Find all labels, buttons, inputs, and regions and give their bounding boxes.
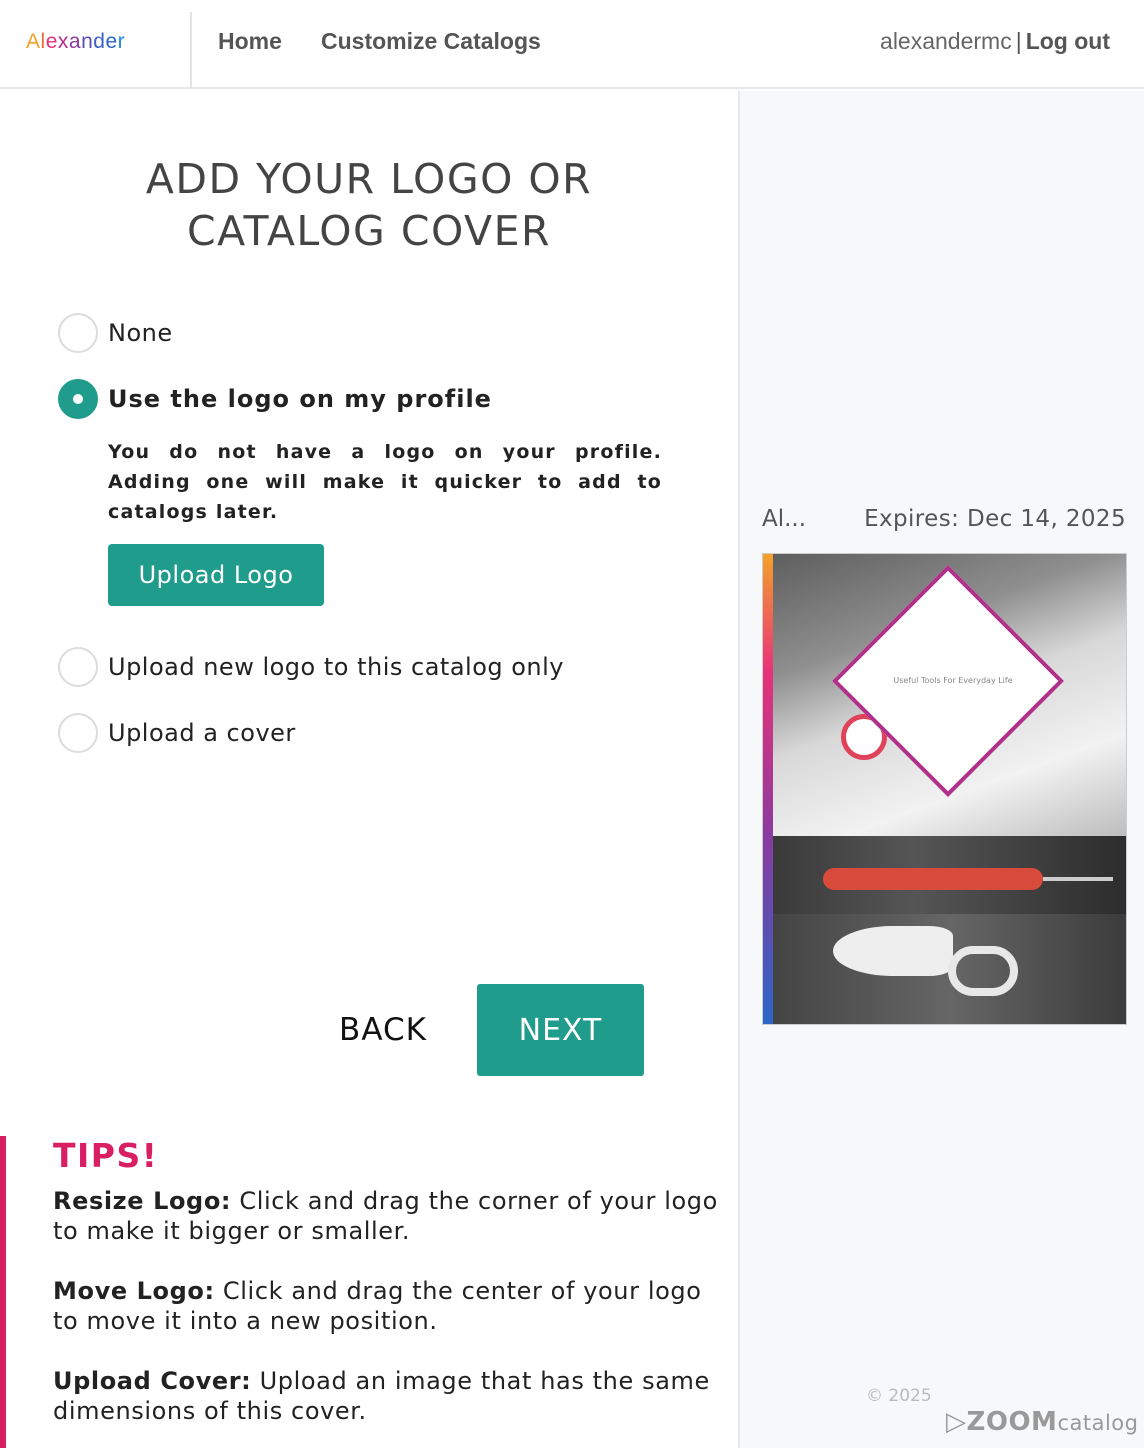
username: alexandermc xyxy=(880,28,1012,54)
cover-tagline: Useful Tools For Everyday Life xyxy=(893,676,1013,685)
option-upload-new-logo[interactable] xyxy=(58,647,564,687)
screwdriver-tip-icon xyxy=(1043,877,1113,881)
tips-box xyxy=(0,1136,738,1448)
tip-upload-cover xyxy=(53,1366,723,1426)
tip-resize-text: Click and drag the corner of your logo to make it bigger or smaller. xyxy=(53,1187,718,1245)
radio-none[interactable] xyxy=(58,313,98,353)
user-area xyxy=(880,28,1110,55)
alexander-logo[interactable]: Alexander xyxy=(26,30,126,53)
tip-resize-heading: Resize Logo: xyxy=(53,1187,232,1215)
option-profile-logo-label[interactable]: Use the logo on my profile xyxy=(108,385,492,413)
catalog-expires: Expires: Dec 14, 2025 xyxy=(864,506,1126,532)
user-separator: | xyxy=(1015,28,1022,54)
next-button[interactable]: NEXT xyxy=(477,984,644,1076)
tips-title: TIPS! xyxy=(53,1136,159,1175)
scissors-blade-icon xyxy=(833,926,953,976)
nav-home-link[interactable]: Home xyxy=(218,28,282,54)
page-title-line2: CATALOG COVER xyxy=(187,207,551,255)
option-none[interactable] xyxy=(58,313,173,353)
zoom-catalog-logo-main: ZOOM xyxy=(966,1407,1058,1437)
play-icon: ▷ xyxy=(946,1407,967,1437)
page-title-line1: ADD YOUR LOGO OR xyxy=(145,155,593,203)
radio-profile-logo[interactable] xyxy=(58,379,98,419)
catalog-cover-image[interactable] xyxy=(762,553,1127,1025)
option-none-label[interactable]: None xyxy=(108,319,173,347)
nav-customize-catalogs-link[interactable]: Customize Catalogs xyxy=(321,28,541,54)
cover-color-strip xyxy=(763,554,773,1025)
catalog-preview-panel xyxy=(738,91,1144,1448)
screwdriver-icon xyxy=(823,868,1043,890)
tip-upload-cover-heading: Upload Cover: xyxy=(53,1367,252,1395)
zoom-catalog-logo xyxy=(946,1407,1138,1437)
option-upload-cover-label[interactable]: Upload a cover xyxy=(108,719,296,747)
option-upload-cover[interactable] xyxy=(58,713,296,753)
option-profile-logo[interactable] xyxy=(58,379,492,419)
catalog-name: Al... xyxy=(762,506,807,532)
tip-upload-cover-text: Upload an image that has the same dimensions of this cover. xyxy=(53,1367,710,1425)
page-title xyxy=(40,153,698,257)
top-header xyxy=(0,0,1144,89)
tip-move-text: Click and drag the center of your logo to move it into a new position. xyxy=(53,1277,702,1335)
logout-link[interactable]: Log out xyxy=(1025,28,1110,54)
zoom-catalog-logo-sub: catalog xyxy=(1057,1411,1139,1435)
radio-upload-new-logo[interactable] xyxy=(58,647,98,687)
copyright: © 2025 xyxy=(866,1386,932,1406)
profile-logo-note: You do not have a logo on your profile. Adding one will make it quicker to add to catalogs later. xyxy=(108,441,662,523)
back-button[interactable]: BACK xyxy=(339,1012,427,1048)
tip-move-heading: Move Logo: xyxy=(53,1277,215,1305)
header-divider xyxy=(190,12,192,88)
tip-resize xyxy=(53,1186,723,1246)
option-upload-new-logo-label[interactable]: Upload new logo to this catalog only xyxy=(108,653,564,681)
upload-logo-button[interactable]: Upload Logo xyxy=(108,544,324,606)
logo-options-panel xyxy=(0,91,738,1448)
scissors-handle-icon xyxy=(948,946,1018,996)
tip-move xyxy=(53,1276,723,1336)
radio-upload-cover[interactable] xyxy=(58,713,98,753)
